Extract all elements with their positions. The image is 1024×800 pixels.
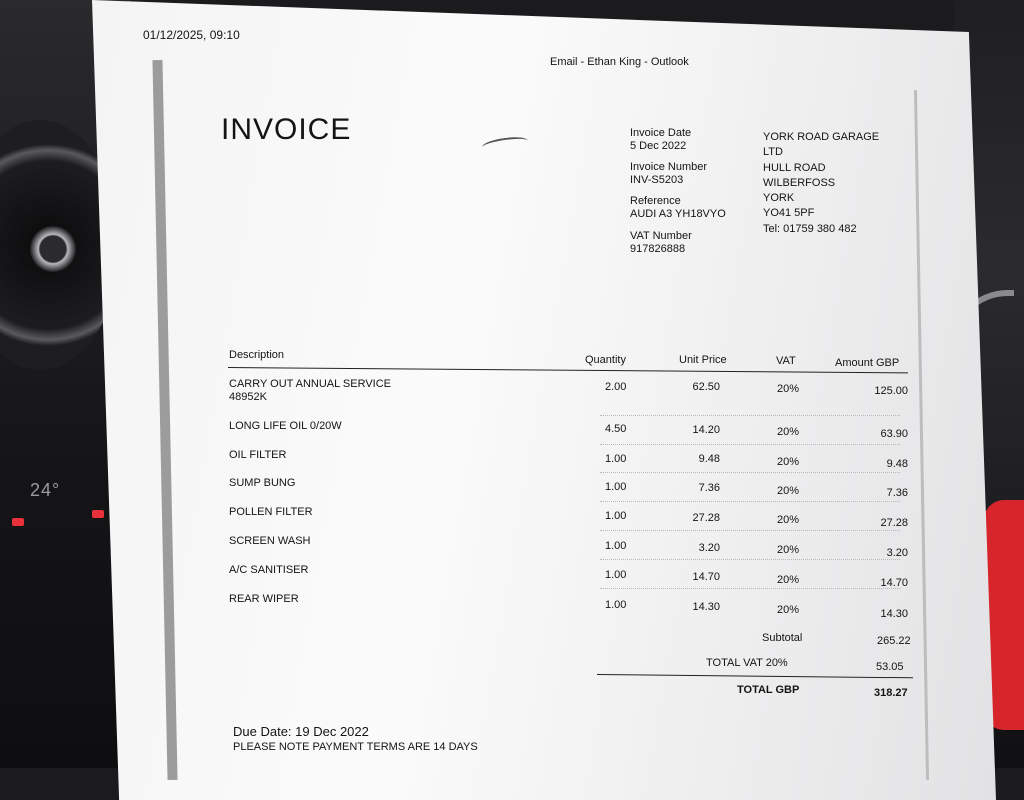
item-description: POLLEN FILTER bbox=[229, 506, 313, 518]
reference-value: AUDI A3 YH18VYO bbox=[630, 208, 726, 220]
total-vat-label: TOTAL VAT 20% bbox=[706, 657, 788, 669]
total-vat-value: 53.05 bbox=[876, 661, 904, 673]
item-quantity: 1.00 bbox=[605, 452, 627, 465]
row-separator bbox=[600, 501, 900, 502]
row-separator bbox=[600, 472, 900, 473]
item-quantity: 4.50 bbox=[605, 423, 627, 436]
item-description: REAR WIPER bbox=[229, 593, 299, 605]
item-vat: 20% bbox=[777, 603, 800, 616]
item-unit-price: 27.28 bbox=[692, 511, 720, 524]
climate-display: 24° bbox=[30, 480, 61, 500]
item-vat: 20% bbox=[777, 484, 800, 497]
item-description: CARRY OUT ANNUAL SERVICE bbox=[229, 378, 391, 390]
total-gbp-value: 318.27 bbox=[874, 687, 908, 699]
col-header-amount: Amount GBP bbox=[835, 357, 900, 369]
item-vat: 20% bbox=[777, 544, 800, 557]
item-quantity: 1.00 bbox=[605, 510, 627, 523]
invoice-date-label: Invoice Date bbox=[630, 127, 692, 139]
invoice-number-value: INV-S5203 bbox=[630, 174, 684, 186]
invoice-number-label: Invoice Number bbox=[630, 161, 708, 173]
item-description: OIL FILTER bbox=[229, 449, 287, 461]
col-header-unit-price: Unit Price bbox=[679, 354, 727, 366]
supplier-line: LTD bbox=[763, 146, 783, 158]
supplier-line: HULL ROAD bbox=[763, 162, 826, 174]
row-separator bbox=[600, 415, 900, 416]
item-amount: 63.90 bbox=[880, 428, 908, 441]
invoice-title: INVOICE bbox=[221, 113, 352, 146]
vat-number-value: 917826888 bbox=[630, 243, 686, 255]
item-code: 48952K bbox=[229, 391, 267, 403]
reference-label: Reference bbox=[630, 195, 681, 207]
subtotal-label: Subtotal bbox=[762, 632, 803, 644]
total-gbp-label: TOTAL GBP bbox=[737, 684, 800, 696]
item-vat: 20% bbox=[777, 383, 800, 395]
item-vat: 20% bbox=[777, 514, 800, 527]
item-description: LONG LIFE OIL 0/20W bbox=[229, 420, 342, 432]
item-unit-price: 14.70 bbox=[692, 571, 720, 584]
due-date: Due Date: 19 Dec 2022 bbox=[233, 724, 369, 739]
item-unit-price: 3.20 bbox=[698, 541, 720, 554]
indicator-light bbox=[92, 510, 104, 518]
indicator-light bbox=[12, 518, 24, 526]
item-description: A/C SANITISER bbox=[229, 564, 309, 576]
item-vat: 20% bbox=[777, 425, 800, 438]
subtotal-value: 265.22 bbox=[877, 635, 911, 647]
row-separator bbox=[600, 559, 900, 560]
item-unit-price: 62.50 bbox=[692, 381, 720, 393]
supplier-line: YORK bbox=[763, 192, 795, 204]
invoice-date-value: 5 Dec 2022 bbox=[630, 140, 687, 152]
supplier-phone: Tel: 01759 380 482 bbox=[763, 223, 857, 235]
item-quantity: 1.00 bbox=[605, 569, 627, 582]
item-unit-price: 14.30 bbox=[692, 601, 720, 614]
col-header-description: Description bbox=[229, 349, 285, 361]
item-vat: 20% bbox=[777, 574, 800, 587]
supplier-line: YORK ROAD GARAGE bbox=[763, 131, 880, 143]
row-separator bbox=[600, 444, 900, 445]
item-amount: 27.28 bbox=[880, 517, 908, 530]
item-quantity: 1.00 bbox=[605, 481, 627, 494]
payment-terms: PLEASE NOTE PAYMENT TERMS ARE 14 DAYS bbox=[233, 741, 478, 753]
row-separator bbox=[600, 530, 900, 531]
item-quantity: 1.00 bbox=[605, 539, 627, 552]
item-quantity: 2.00 bbox=[605, 381, 627, 393]
item-amount: 3.20 bbox=[886, 547, 908, 560]
item-unit-price: 7.36 bbox=[698, 482, 720, 495]
print-timestamp: 01/12/2025, 09:10 bbox=[143, 28, 240, 42]
item-unit-price: 14.20 bbox=[692, 423, 720, 436]
item-description: SCREEN WASH bbox=[229, 535, 311, 547]
item-unit-price: 9.48 bbox=[698, 453, 720, 466]
item-amount: 7.36 bbox=[886, 487, 908, 500]
col-header-vat: VAT bbox=[776, 355, 796, 367]
item-description: SUMP BUNG bbox=[229, 477, 296, 489]
item-amount: 14.30 bbox=[880, 607, 908, 620]
vent-knob bbox=[30, 226, 76, 272]
supplier-line: YO41 5PF bbox=[763, 207, 815, 219]
supplier-line: WILBERFOSS bbox=[763, 177, 836, 189]
vat-number-label: VAT Number bbox=[630, 230, 692, 242]
row-separator bbox=[600, 588, 900, 589]
item-amount: 14.70 bbox=[880, 577, 908, 590]
item-amount: 9.48 bbox=[886, 458, 908, 471]
item-quantity: 1.00 bbox=[605, 598, 627, 611]
item-vat: 20% bbox=[777, 455, 800, 468]
item-amount: 125.00 bbox=[874, 385, 908, 397]
email-header: Email - Ethan King - Outlook bbox=[550, 56, 689, 68]
col-header-quantity: Quantity bbox=[585, 354, 626, 366]
